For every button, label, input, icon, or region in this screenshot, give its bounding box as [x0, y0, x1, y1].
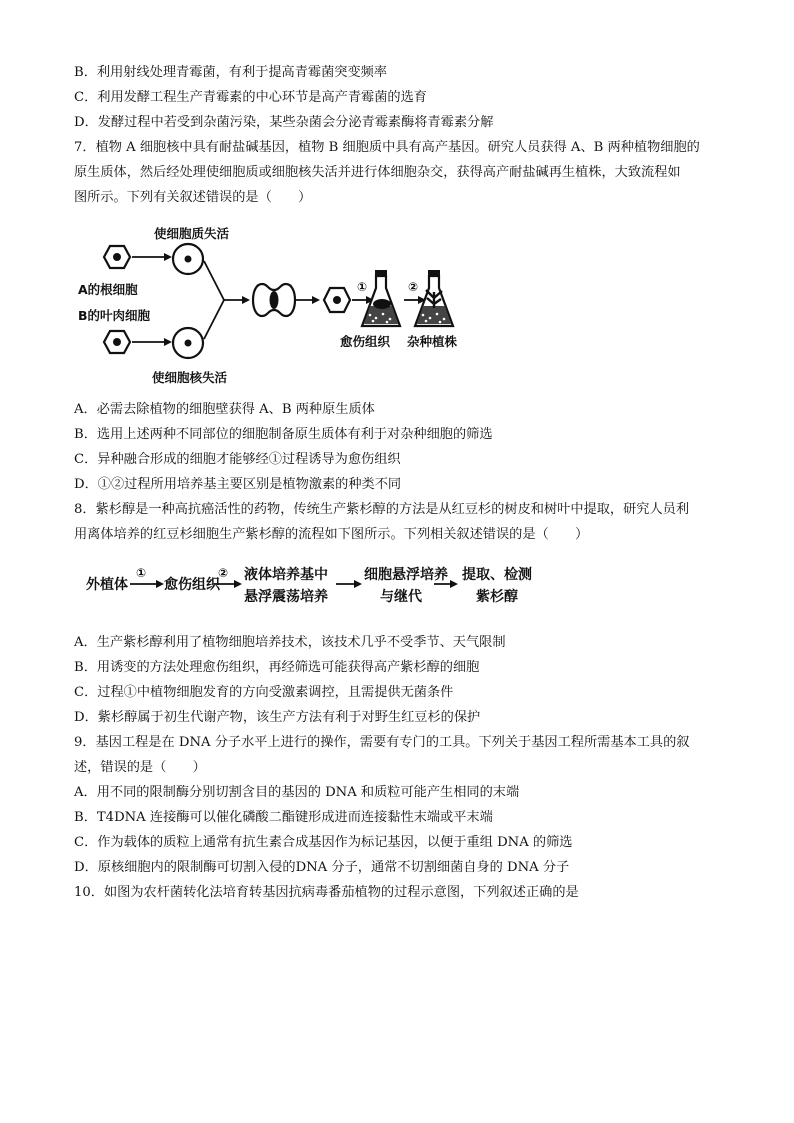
q6-option-d: D．发酵过程中若受到杂菌污染，某些杂菌会分泌青霉素酶将青霉素分解 — [74, 115, 494, 130]
flow-step-2-label: ② — [218, 566, 229, 580]
q10-stem: 10．如图为农杆菌转化法培育转基因抗病毒番茄植物的过程示意图，下列叙述正确的是 — [74, 885, 579, 900]
q9-stem-line-2: 述，错误的是（ ） — [74, 760, 206, 775]
a-root-cell-label: A的根细胞 — [78, 282, 138, 297]
q7-fusion-diagram — [74, 222, 494, 392]
suspension-culture-label-2: 与继代 — [380, 589, 422, 605]
q9-option-c: C．作为载体的质粒上通常有抗生素合成基因作为标记基因，以便于重组 DNA 的筛选 — [74, 835, 573, 850]
flow-step-1-label: ① — [136, 566, 147, 580]
q7-stem-line-2: 原生质体，然后经处理使细胞质或细胞核失活并进行体细胞杂交，获得高产耐盐碱再生植株，大致流程如 — [74, 165, 681, 180]
b-leaf-cell-icon — [104, 331, 130, 353]
cytoplasm-inactivation-label: 使细胞质失活 — [154, 226, 230, 241]
a-root-cell-icon — [104, 246, 130, 268]
hybrid-cell-icon — [324, 288, 350, 312]
callus-flow-label: 愈伤组织 — [164, 577, 220, 593]
b-protoplast-icon — [173, 328, 203, 358]
q7-stem-line-1: 7．植物 A 细胞核中具有耐盐碱基因，植物 B 细胞质中具有高产基因。研究人员获得 A、B 两种植物细胞的 — [74, 140, 700, 155]
q7-option-c: C．异种融合形成的细胞才能够经①过程诱导为愈伤组织 — [74, 452, 401, 467]
a-protoplast-icon — [173, 244, 203, 274]
q8-stem-line-2: 用离体培养的红豆杉细胞生产紫杉醇的流程如下图所示。下列相关叙述错误的是（ ） — [74, 527, 589, 542]
b-leaf-cell-label: B的叶肉细胞 — [78, 308, 151, 323]
callus-label: 愈伤组织 — [340, 334, 391, 349]
q7-option-a: A．必需去除植物的细胞壁获得 A、B 两种原生质体 — [74, 402, 375, 417]
q9-stem-line-1: 9．基因工程是在 DNA 分子水平上进行的操作，需要有专门的工具。下列关于基因工程所需基本工具的叙 — [74, 735, 690, 750]
extract-detect-label-2: 紫杉醇 — [476, 589, 518, 605]
liquid-medium-label-1: 液体培养基中 — [244, 567, 328, 583]
q8-option-c: C．过程①中植物细胞发育的方向受激素调控，且需提供无菌条件 — [74, 685, 454, 700]
explant-label: 外植体 — [86, 577, 128, 593]
q8-option-d: D．紫杉醇属于初生代谢产物，该生产方法有利于对野生红豆杉的保护 — [74, 710, 481, 725]
q8-option-a: A．生产紫杉醇利用了植物细胞培养技术，该技术几乎不受季节、天气限制 — [74, 635, 506, 650]
q8-flow-diagram — [84, 564, 544, 624]
q8-option-b: B．用诱变的方法处理愈伤组织，再经筛选可能获得高产紫杉醇的细胞 — [74, 660, 480, 675]
suspension-culture-label-1: 细胞悬浮培养 — [364, 567, 448, 583]
step-1-label: ① — [357, 280, 368, 294]
q6-option-b: B．利用射线处理青霉菌，有利于提高青霉菌突变频率 — [74, 65, 388, 80]
fusing-cell-icon — [253, 284, 295, 316]
hybrid-plant-label: 杂种植株 — [407, 334, 458, 349]
q8-stem-line-1: 8．紫杉醇是一种高抗癌活性的药物，传统生产紫杉醇的方法是从红豆杉的树皮和树叶中提取，研究人员利 — [74, 502, 690, 517]
q7-option-b: B．选用上述两种不同部位的细胞制备原生质体有利于对杂种细胞的筛选 — [74, 427, 493, 442]
q9-option-a: A．用不同的限制酶分别切割含目的基因的 DNA 和质粒可能产生相同的末端 — [74, 785, 520, 800]
liquid-medium-label-2: 悬浮震荡培养 — [244, 589, 328, 605]
q6-option-c: C．利用发酵工程生产青霉素的中心环节是高产青霉菌的选育 — [74, 90, 427, 105]
extract-detect-label-1: 提取、检测 — [462, 567, 532, 583]
q7-option-d: D．①②过程所用培养基主要区别是植物激素的种类不同 — [74, 477, 402, 492]
q7-stem-line-3: 图所示。下列有关叙述错误的是（ ） — [74, 190, 312, 205]
nucleus-inactivation-label: 使细胞核失活 — [152, 370, 228, 385]
q9-option-b: B．T4DNA 连接酶可以催化磷酸二酯键形成进而连接黏性末端或平末端 — [74, 810, 493, 825]
q9-option-d: D．原核细胞内的限制酶可切割入侵的DNA 分子，通常不切割细菌自身的 DNA 分子 — [74, 860, 570, 875]
step-2-label: ② — [408, 280, 419, 294]
